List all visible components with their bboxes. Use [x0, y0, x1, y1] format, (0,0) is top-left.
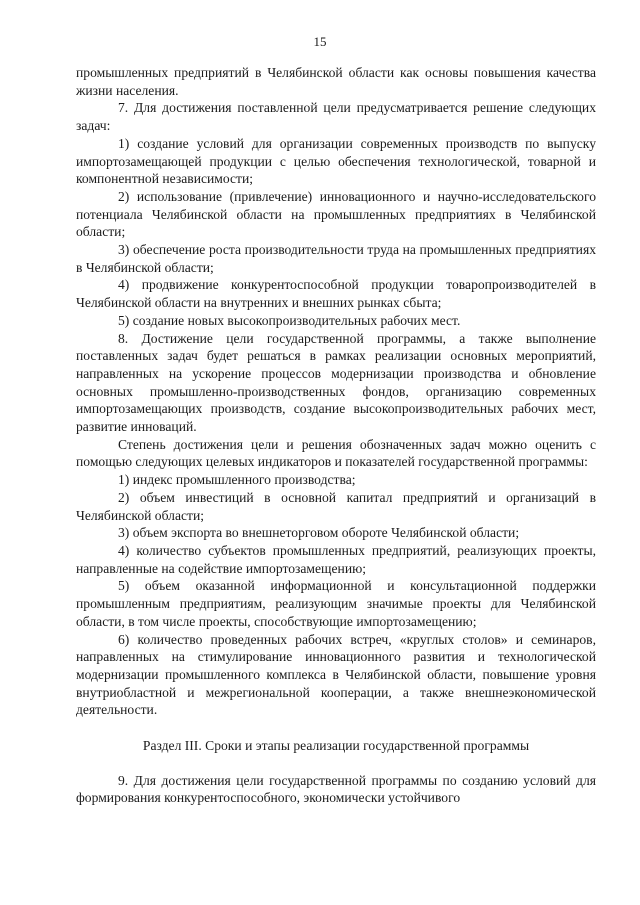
document-body — [76, 64, 596, 807]
indicator-4: 4) количество субъектов промышленных предприятий, реализующих проекты, направленные на содействие импортозамещению; — [76, 542, 596, 576]
task-2: 2) использование (привлечение) инновационного и научно-исследовательского потенциала Челябинской области на промышленных предприятиях в Челябинской области; — [76, 188, 596, 240]
indicator-6: 6) количество проведенных рабочих встреч, «круглых столов» и семинаров, направленных на стимулирование инновационного развития и технологической модернизации промышленного комплекса в Челябинской области, повышение уровня внутриобластной и межрегиональной кооперации, а также внешнеэкономической деятельности. — [76, 631, 596, 718]
indicator-3: 3) объем экспорта во внешнеторговом обороте Челябинской области; — [118, 525, 520, 541]
indicator-1: 1) индекс промышленного производства; — [118, 472, 356, 488]
paragraph-item-9: 9. Для достижения цели государственной программы по созданию условий для формирования конкурентоспособного, экономически устойчивого — [76, 772, 596, 806]
paragraph-indicators-intro: Степень достижения цели и решения обозначенных задач можно оценить с помощью следующих целевых индикаторов и показателей государственной программы: — [76, 436, 596, 470]
task-1: 1) создание условий для организации современных производств по выпуску импортозамещающей продукции с целью обеспечения технологической, товарной и компонентной независимости; — [76, 135, 596, 187]
task-3: 3) обеспечение роста производительности труда на промышленных предприятиях в Челябинской области; — [76, 242, 596, 275]
paragraph-continued: промышленных предприятий в Челябинской области как основы повышения качества жизни населения. — [76, 65, 596, 98]
indicator-5: 5) объем оказанной информационной и консультационной поддержки промышленным предприятиям, реализующим значимые проекты для Челябинской области, в том числе проекты, способствующие импортозамещению; — [76, 578, 596, 629]
paragraph-item-8: 8. Достижение цели государственной программы, а также выполнение поставленных задач будет решаться в рамках реализации основных мероприятий, направленных на ускорение процессов модернизации производства и обновление основных промышленно-производственных фондов, организацию современных импортозамещающих производств, создание высокопроизводительных рабочих мест, развитие инноваций. — [76, 330, 596, 435]
task-5: 5) создание новых высокопроизводительных рабочих мест. — [118, 312, 461, 328]
task-4: 4) продвижение конкурентоспособной продукции товаропроизводителей в Челябинской области на внутренних и внешних рынках сбыта; — [76, 277, 596, 311]
section-heading: Раздел III. Сроки и этапы реализации государственной программы — [142, 738, 530, 754]
indicator-2: 2) объем инвестиций в основной капитал предприятий и организаций в Челябинской области; — [76, 489, 596, 523]
paragraph-item-7: 7. Для достижения поставленной цели предусматривается решение следующих задач: — [76, 100, 596, 134]
page-number: 15 — [313, 34, 327, 49]
